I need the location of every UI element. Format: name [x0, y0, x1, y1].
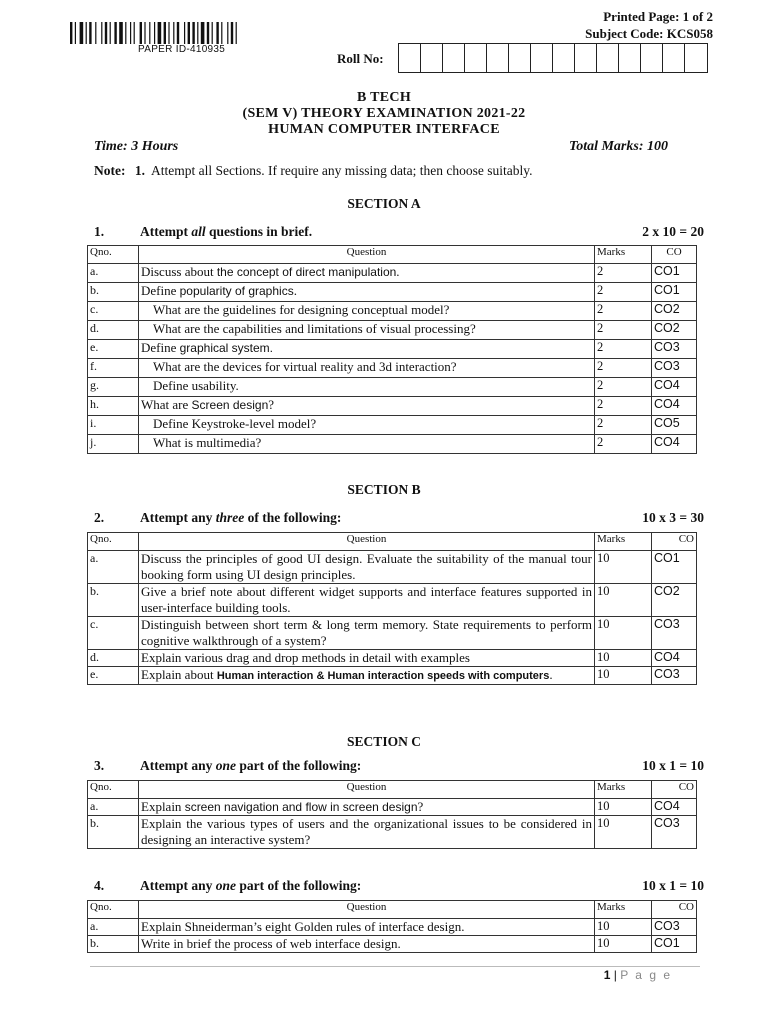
col-co: CO — [652, 533, 697, 551]
roll-no-digit-box[interactable] — [685, 44, 707, 72]
roll-no-digit-box[interactable] — [399, 44, 421, 72]
exam-title: (SEM V) THEORY EXAMINATION 2021-22 — [242, 106, 526, 121]
roll-no-digit-box[interactable] — [575, 44, 597, 72]
section-c-title: SECTION C — [347, 734, 421, 749]
col-question: Question — [139, 533, 595, 551]
table-row: c. What are the guidelines for designing conceptual model? 2 CO2 — [88, 302, 697, 321]
section-a-table — [87, 245, 697, 454]
roll-no-digit-box[interactable] — [443, 44, 465, 72]
roll-no-digit-box[interactable] — [509, 44, 531, 72]
roll-no-label: Roll No: — [337, 51, 384, 66]
table-row: i. Define Keystroke-level model? 2 CO5 — [88, 416, 697, 435]
roll-no-digit-box[interactable] — [553, 44, 575, 72]
roll-no-digit-box[interactable] — [619, 44, 641, 72]
section-c-q4-table — [87, 900, 697, 953]
col-co: CO — [652, 901, 697, 919]
roll-no-boxes[interactable] — [398, 43, 708, 73]
section-b-title: SECTION B — [347, 482, 421, 497]
printed-page: Printed Page: 1 of 2 — [603, 9, 713, 24]
table-row: b. Define popularity of graphics. 2 CO1 — [88, 283, 697, 302]
exam-time: Time: 3 Hours — [94, 139, 179, 154]
col-marks: Marks — [595, 246, 652, 264]
col-qno: Qno. — [88, 901, 139, 919]
table-row: b. Explain the various types of users and the organizational issues to be considered in designing an interactive system? 10 CO3 — [88, 816, 697, 849]
col-qno: Qno. — [88, 246, 139, 264]
roll-no-digit-box[interactable] — [487, 44, 509, 72]
subject-title: HUMAN COMPUTER INTERFACE — [268, 122, 500, 137]
table-row: c. Distinguish between short term & long term memory. State requirements to perform cognitive walkthrough of a system? 10 CO3 — [88, 617, 697, 650]
table-row: a. Discuss about the concept of direct manipulation. 2 CO1 — [88, 264, 697, 283]
table-row: j. What is multimedia? 2 CO4 — [88, 435, 697, 454]
program-title: B TECH — [356, 90, 412, 105]
table-row: b. Write in brief the process of web interface design. 10 CO1 — [88, 936, 697, 953]
barcode — [70, 22, 298, 44]
col-co: CO — [652, 781, 697, 799]
roll-no-digit-box[interactable] — [663, 44, 685, 72]
total-marks: Total Marks: 100 — [568, 139, 668, 154]
col-co: CO — [652, 246, 697, 264]
col-marks: Marks — [595, 533, 652, 551]
table-row: g. Define usability. 2 CO4 — [88, 378, 697, 397]
table-row: b. Give a brief note about different widget supports and interface features supported in user-interface building tools. 10 CO2 — [88, 584, 697, 617]
table-row: h. What are Screen design? 2 CO4 — [88, 397, 697, 416]
subject-code: Subject Code: KCS058 — [585, 26, 713, 41]
roll-no-digit-box[interactable] — [421, 44, 443, 72]
col-question: Question — [139, 901, 595, 919]
table-row: e. Define graphical system. 2 CO3 — [88, 340, 697, 359]
paper-id: PAPER ID-410935 — [138, 44, 226, 55]
note: Note: 1. Attempt all Sections. If require any missing data; then choose suitably. — [94, 163, 533, 178]
col-marks: Marks — [595, 781, 652, 799]
table-row: a. Discuss the principles of good UI design. Evaluate the suitability of the manual tour booking form using UI design principles. 10 CO1 — [88, 551, 697, 584]
footer-divider — [90, 966, 700, 967]
roll-no-digit-box[interactable] — [597, 44, 619, 72]
roll-no-digit-box[interactable] — [465, 44, 487, 72]
roll-no-digit-box[interactable] — [641, 44, 663, 72]
table-row: d. Explain various drag and drop methods in detail with examples 10 CO4 — [88, 650, 697, 667]
section-a-title: SECTION A — [347, 196, 421, 211]
table-row: a. Explain Shneiderman’s eight Golden rules of interface design. 10 CO3 — [88, 919, 697, 936]
roll-no-digit-box[interactable] — [531, 44, 553, 72]
table-row: f. What are the devices for virtual reality and 3d interaction? 2 CO3 — [88, 359, 697, 378]
col-question: Question — [139, 246, 595, 264]
table-row: a. Explain screen navigation and flow in screen design? 10 CO4 — [88, 799, 697, 816]
col-qno: Qno. — [88, 781, 139, 799]
table-row: e. Explain about Human interaction & Human interaction speeds with computers. 10 CO3 — [88, 667, 697, 685]
page-footer: 1 | P a g e — [603, 968, 672, 982]
col-question: Question — [139, 781, 595, 799]
section-c-q3-table — [87, 780, 697, 849]
section-b-table — [87, 532, 697, 685]
col-qno: Qno. — [88, 533, 139, 551]
table-row: d. What are the capabilities and limitations of visual processing? 2 CO2 — [88, 321, 697, 340]
col-marks: Marks — [595, 901, 652, 919]
